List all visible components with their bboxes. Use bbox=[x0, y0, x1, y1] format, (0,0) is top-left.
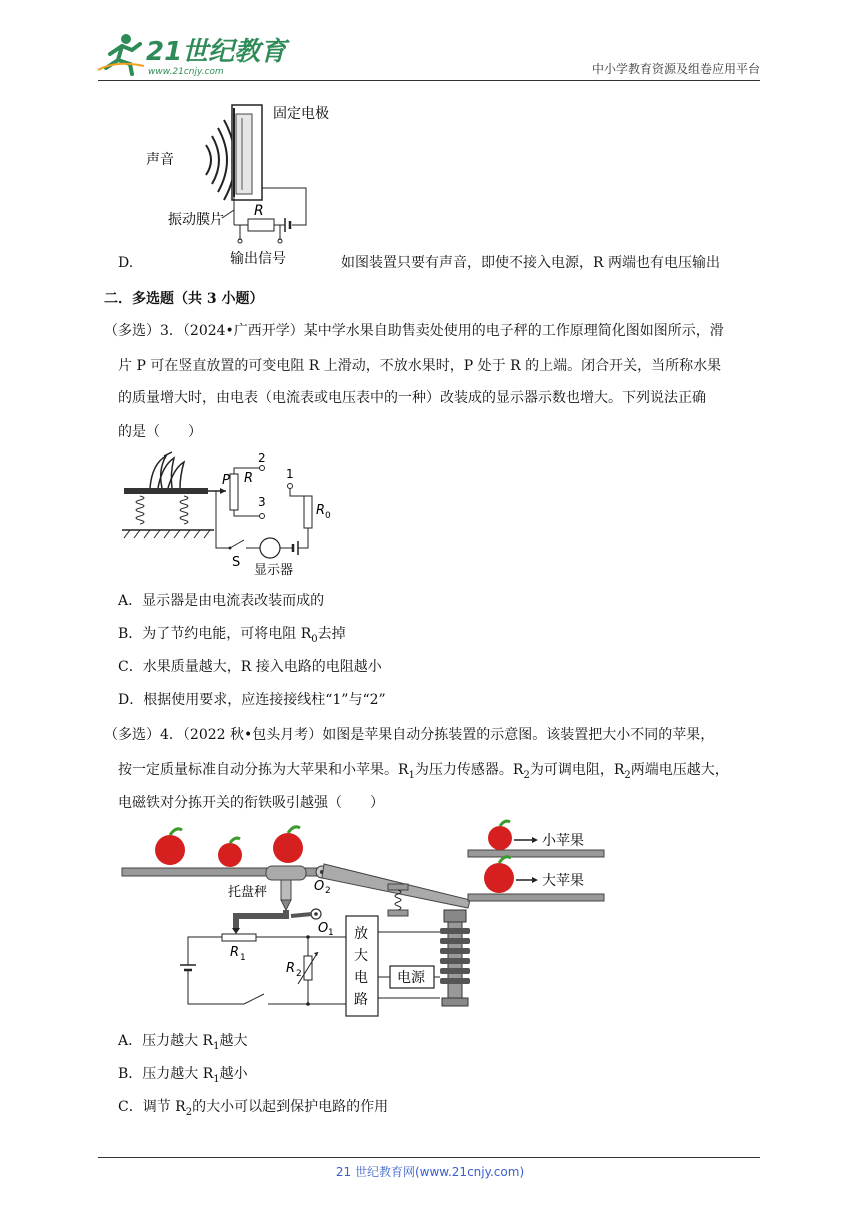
label-small-apple: 小苹果 bbox=[542, 833, 584, 849]
label-r: R bbox=[254, 203, 264, 219]
label-r2-sub: 2 bbox=[296, 969, 302, 979]
label-big-apple: 大苹果 bbox=[542, 873, 584, 889]
q4-option-a: A．压力越大 $R_1$越大 bbox=[118, 1033, 248, 1052]
label-r0-sub: 0 bbox=[325, 511, 331, 521]
q4-stem-line-1: （多选）4．（2022 秋•包头月考）如图是苹果自动分拣装置的示意图。该装置把大小不同的苹果， bbox=[104, 727, 715, 743]
logo-text: 21世纪教育 bbox=[146, 37, 287, 67]
q3-stem-line-3: 的质量增大时，由电表（电流表或电压表中的一种）改装成的显示器示数也增大。下列说法正确 bbox=[118, 390, 706, 406]
q2-option-d-letter: D. bbox=[118, 255, 134, 271]
apple-icon bbox=[218, 838, 242, 867]
label-membrane: 振动膜片 bbox=[168, 212, 224, 228]
label-r2: R bbox=[286, 961, 296, 976]
q4-figure bbox=[118, 820, 608, 1020]
label-amp-4: 路 bbox=[354, 992, 368, 1008]
label-o2-sub: 2 bbox=[325, 886, 331, 896]
label-output: 输出信号 bbox=[230, 251, 286, 267]
q3-option-a: A．显示器是由电流表改装而成的 bbox=[118, 593, 325, 609]
header-divider bbox=[98, 80, 760, 81]
header-platform-name: 中小学教育资源及组卷应用平台 bbox=[591, 62, 760, 76]
q3-option-b: B．为了节约电能，可将电阻 $R_0$去掉 bbox=[118, 626, 346, 645]
footer-divider bbox=[98, 1157, 760, 1158]
banana-icon bbox=[150, 452, 184, 488]
q4-option-b: B．压力越大 $R_1$越小 bbox=[118, 1066, 248, 1085]
q3-stem-line-4: 的是（ ） bbox=[118, 424, 202, 440]
q2-figure bbox=[140, 100, 360, 272]
label-r1: R bbox=[230, 945, 240, 960]
label-o2: O bbox=[314, 879, 325, 894]
label-amp-1: 放 bbox=[354, 926, 368, 942]
label-o1: O bbox=[318, 921, 329, 936]
label-power: 电源 bbox=[397, 970, 425, 986]
label-terminal-2: 2 bbox=[258, 451, 266, 465]
label-tray-scale: 托盘秤 bbox=[228, 885, 268, 900]
apple-icon bbox=[155, 829, 185, 865]
q3-option-d: D．根据使用要求，应连接接线柱“1”与“2” bbox=[118, 692, 386, 708]
label-p: P bbox=[222, 473, 230, 488]
label-display: 显示器 bbox=[254, 563, 294, 578]
label-r: R bbox=[244, 471, 254, 486]
label-terminal-1: 1 bbox=[286, 467, 294, 481]
logo-url: www.21cnjy.com bbox=[148, 67, 224, 77]
section-title-multi-choice: 二．多选题（共 3 小题） bbox=[104, 291, 264, 307]
label-sound: 声音 bbox=[146, 152, 174, 168]
q3-stem-line-2: 片 P 可在竖直放置的可变电阻 R 上滑动，不放水果时，P 处于 R 的上端。闭合开关，当所称水果 bbox=[118, 358, 722, 374]
label-amp-3: 电 bbox=[354, 970, 368, 986]
q2-option-d-text: 如图装置只要有声音，即使不接入电源，R 两端也有电压输出 bbox=[341, 255, 720, 271]
q4-stem-line-2: 按一定质量标准自动分拣为大苹果和小苹果。$R_1$为压力传感器。$R_2$为可调电阻，$R_2$两端电压越大， bbox=[118, 762, 729, 781]
apple-icon bbox=[488, 821, 512, 850]
q3-stem-line-1: （多选）3．（2024•广西开学）某中学水果自助售卖处使用的电子秤的工作原理简化图如图所示，滑 bbox=[104, 323, 724, 339]
label-terminal-3: 3 bbox=[258, 495, 266, 509]
label-r1-sub: 1 bbox=[240, 953, 246, 963]
label-amp-2: 大 bbox=[354, 948, 368, 964]
q4-option-c: C．调节 $R_2$的大小可以起到保护电路的作用 bbox=[118, 1099, 389, 1118]
label-switch-s: S bbox=[232, 555, 241, 570]
footer-link[interactable]: 21 世纪教育网(www.21cnjy.com) bbox=[335, 1165, 525, 1179]
q3-option-c: C．水果质量越大，R 接入电路的电阻越小 bbox=[118, 659, 382, 675]
q4-stem-line-3: 电磁铁对分拣开关的衔铁吸引越强（ ） bbox=[118, 795, 384, 811]
q3-figure bbox=[118, 448, 332, 578]
site-logo bbox=[96, 30, 287, 78]
apple-icon bbox=[273, 827, 303, 863]
label-r0: R bbox=[316, 503, 326, 518]
label-o1-sub: 1 bbox=[328, 928, 334, 938]
apple-icon bbox=[484, 857, 514, 893]
label-electrode: 固定电极 bbox=[273, 106, 329, 122]
runner-icon bbox=[98, 34, 144, 74]
